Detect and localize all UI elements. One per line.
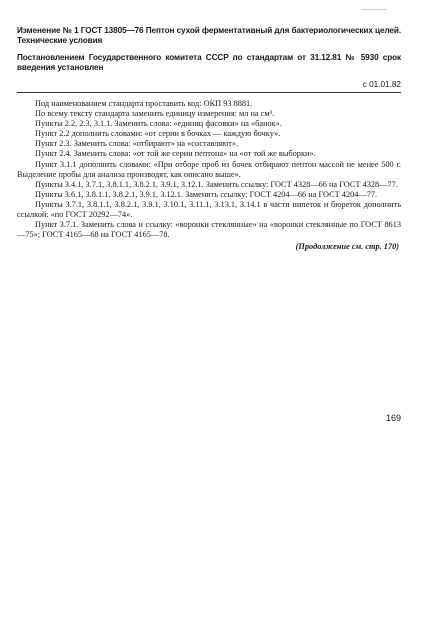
scan-mark	[361, 9, 387, 10]
paragraph: Под наименованием стандарта проставить код: ОКП 93 8881.	[35, 99, 253, 108]
continuation-note: (Продолжение см. стр. 170)	[295, 242, 399, 252]
paragraph: Пункт 3.1.1 дополнить словами: «При отборе проб из бочек отбирают пептон массой не менее 500 г. Выделение пробы для анализа производят, как описано выше».	[17, 159, 401, 179]
paragraph: Пункты 2.2, 2.3, 3.1.1. Заменить слова: «единиц фасовки» на «банок».	[35, 119, 282, 129]
paragraph: Пункт 2.3. Заменить слова: «отбирают» на «составляют».	[35, 139, 239, 149]
amendment-title: Изменение № 1 ГОСТ 13805—76 Пептон сухой ферментативный для бактериологических целей. Технические условия	[17, 26, 401, 45]
paragraph: Пункты 3.4.1, 3.7.1, 3.8.1.1, 3.8.2.1, 3.9.1, 3.12.1. Заменить ссылку: ГОСТ 4328—66 на ГОСТ 4328—77.	[35, 179, 398, 189]
amendment-header	[17, 26, 401, 73]
paragraph: По всему тексту стандарта заменить единицу измерения: мл на см³.	[35, 109, 275, 119]
paragraph: Пункты 3.6.1, 3.8.1.1, 3.8.2.1, 3.9.1, 3.12.1. Заменить ссылку: ГОСТ 4204—66 на ГОСТ 4204—77.	[35, 189, 378, 199]
decree-line: Постановлением Государственного комитета СССР по стандартам от 31.12.81 № 5930 срок введения установлен	[17, 53, 401, 72]
divider	[17, 92, 401, 93]
amendment-body	[17, 99, 401, 252]
paragraph: Пункт 2.4. Заменить слова: «от той же серии пептона» на «от той же выборки».	[35, 149, 316, 159]
effective-date: с 01.01.82	[362, 80, 401, 89]
page-number: 169	[385, 413, 401, 423]
paragraph: Пункт 2.2 дополнить словами: «от серии в бочках — каждую бочку».	[35, 129, 281, 139]
paragraph: Пункты 3.7.1, 3.8.1.1, 3.8.2.1, 3.9.1, 3.10.1, 3.11.1, 3.13.1, 3.14.1 в части пипеток и бюреток дополнить ссылкой: «по ГОСТ 20292—74».	[17, 199, 401, 220]
paragraph: Пункт 3.7.1. Заменить слова и ссылку: «воронки стеклянные» на «воронки стеклянные по ГОСТ 8613—75»; ГОСТ 4165—68 на ГОСТ 4165—78.	[17, 220, 401, 240]
